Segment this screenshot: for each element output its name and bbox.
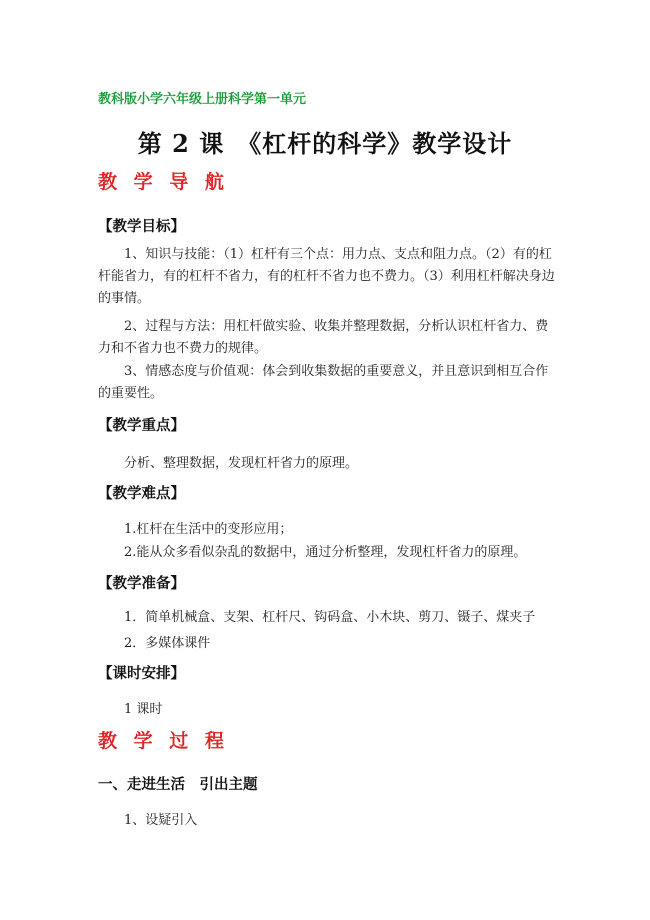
key-points-heading: 【教学重点】 <box>98 418 185 434</box>
preparation-item-1: 1．简单机械盒、支架、杠杆尺、钩码盒、小木块、剪刀、镊子、煤夹子 <box>124 610 536 625</box>
preparation-heading: 【教学准备】 <box>98 576 185 592</box>
schedule-text: 1 课时 <box>124 702 163 717</box>
difficulty-item-1: 1.杠杆在生活中的变形应用； <box>124 522 293 537</box>
objective-item-3: 3、情感态度与价值观：体会到收集数据的重要意义，并且意识到相互合作的重要性。 <box>98 364 549 401</box>
objectives-heading: 【教学目标】 <box>98 219 185 235</box>
part1-heading: 一、走进生活 引出主题 <box>98 777 258 793</box>
schedule-heading: 【课时安排】 <box>98 666 185 682</box>
process-heading: 教 学 过 程 <box>98 730 229 752</box>
difficulties-heading: 【教学难点】 <box>98 486 185 502</box>
part1-item-1: 1、设疑引入 <box>124 813 198 828</box>
objective-item-2: 2、过程与方法：用杠杆做实验、收集并整理数据，分析认识杠杆省力、费力和不省力也不费力的规律。 <box>98 319 549 356</box>
objective-item-1: 1、知识与技能：（1）杠杆有三个点：用力点、支点和阻力点。（2）有的杠杆能省力，有的杠杆不省力，有的杠杆不省力也不费力。（3）利用杠杆解决身边的事情。 <box>98 247 555 306</box>
document-header: 教科版小学六年级上册科学第一单元 <box>98 92 307 107</box>
nav-heading: 教 学 导 航 <box>98 171 229 193</box>
difficulty-item-2: 2.能从众多看似杂乱的数据中，通过分析整理，发现杠杆省力的原理。 <box>124 545 527 560</box>
preparation-item-2: 2．多媒体课件 <box>124 636 211 651</box>
page-title: 第 2 课 《杠杆的科学》教学设计 <box>137 129 513 158</box>
key-points-text: 分析、整理数据，发现杠杆省力的原理。 <box>124 456 359 471</box>
